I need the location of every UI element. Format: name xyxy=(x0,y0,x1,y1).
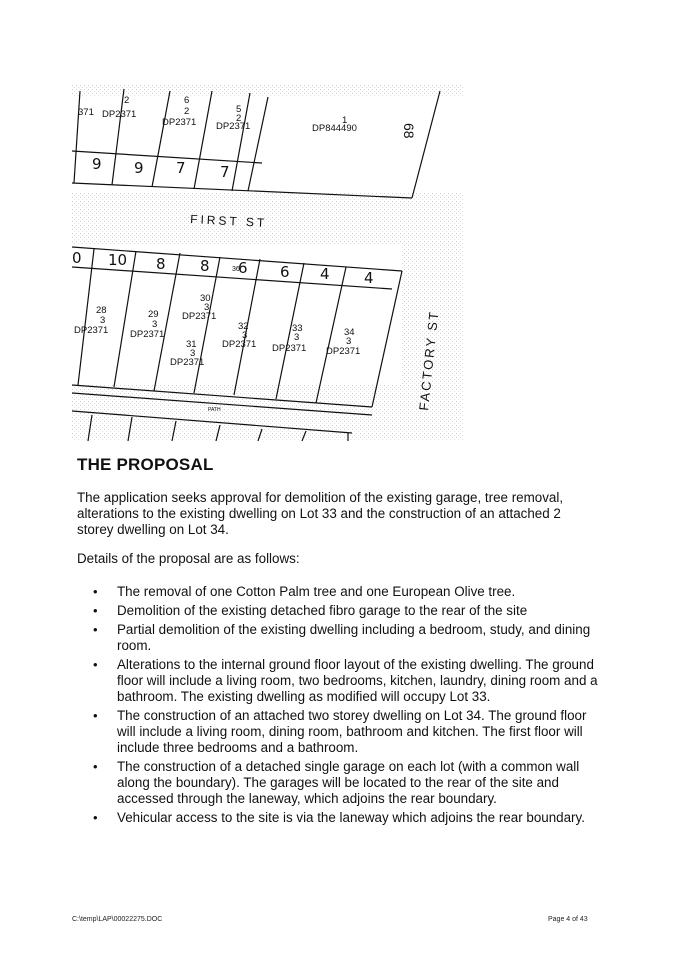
map-label: DP2371 xyxy=(272,343,307,354)
map-label: 3 xyxy=(190,348,196,359)
map-label: DP2371 xyxy=(102,109,137,120)
map-label: 3 xyxy=(346,336,352,347)
map-number: 9 xyxy=(134,159,144,177)
map-label: 36 xyxy=(232,266,240,273)
path-label: PATH xyxy=(208,407,221,413)
map-label: 30 xyxy=(200,293,211,304)
intro-paragraph: The application seeks approval for demolition of the existing garage, tree removal, alterations to the existing dwelling on Lot 33 and the construction of an attached 2 storey dwelling on Lot 34. xyxy=(77,490,564,537)
map-number: 6 xyxy=(280,263,290,281)
map-label: 3 xyxy=(242,330,248,341)
list-item: • Partial demolition of the existing dwelling including a bedroom, study, and dining room. xyxy=(93,622,603,654)
map-number: 7 xyxy=(220,163,230,181)
map-label: 371 xyxy=(78,107,94,118)
map-label: 28 xyxy=(96,305,107,316)
map-label: 3 xyxy=(100,315,106,326)
first-st-label: FIRST ST xyxy=(189,212,268,231)
map-label: DP2371 xyxy=(170,357,205,368)
proposal-details-list xyxy=(93,584,603,829)
first-st-road xyxy=(72,193,464,245)
map-label: DP2371 xyxy=(182,311,217,322)
cadastral-map-drawing xyxy=(72,85,464,441)
map-label: 3 xyxy=(204,302,210,313)
map-number: 6 xyxy=(238,259,248,277)
list-item: • The removal of one Cotton Palm tree and one European Olive tree. xyxy=(93,584,603,600)
map-label: 32 xyxy=(238,321,249,332)
list-item: • Alterations to the internal ground floor layout of the existing dwelling. The ground floor will include a living room, two bedrooms, kitchen, laundry, dining room and a bathroom. The existing dwelling as modified will occupy Lot 33. xyxy=(93,657,603,705)
map-label: 2 xyxy=(184,106,190,117)
map-number: 4 xyxy=(320,265,330,283)
footer-page-number: Page 4 of 43 xyxy=(548,916,588,923)
map-label: 1 xyxy=(342,115,348,126)
map-label: DP2371 xyxy=(216,121,251,132)
map-label: DP2371 xyxy=(222,339,257,350)
map-number: 7 xyxy=(176,159,186,177)
map-label: DP844490 xyxy=(312,123,357,134)
map-label: DP2371 xyxy=(326,346,361,357)
list-item: • Demolition of the existing detached fibro garage to the rear of the site xyxy=(93,603,603,619)
map-label: 29 xyxy=(148,309,159,320)
map-label: DP2371 xyxy=(162,117,197,128)
list-item: • Vehicular access to the site is via the laneway which adjoins the rear boundary. xyxy=(93,810,603,826)
list-item: • The construction of a detached single garage on each lot (with a common wall along the boundary). The garages will be located to the rear of the site and accessed through the laneway, which adjoins the rear boundary. xyxy=(93,759,603,807)
map-label: 68 xyxy=(401,123,417,139)
list-item: • The construction of an attached two storey dwelling on Lot 34. The ground floor will include a living room, dining room, bathroom and kitchen. The first floor will include three bedrooms and a bathroom. xyxy=(93,708,603,756)
cadastral-map xyxy=(72,85,464,441)
map-number: 4 xyxy=(364,269,374,287)
map-number: 9 xyxy=(92,155,102,173)
map-label: 3 xyxy=(294,332,300,343)
map-label: 31 xyxy=(186,339,197,350)
map-label: 5 xyxy=(236,104,242,115)
map-number: 0 xyxy=(72,249,82,267)
map-number: 10 xyxy=(108,251,128,269)
map-label: 33 xyxy=(292,323,303,334)
map-label: DP2371 xyxy=(74,325,109,336)
map-label: 3 xyxy=(152,319,158,330)
map-number: 8 xyxy=(200,257,210,275)
map-number: 8 xyxy=(156,255,166,273)
details-intro: Details of the proposal are as follows: xyxy=(77,551,300,566)
map-label: 2 xyxy=(236,113,242,124)
section-heading: THE PROPOSAL xyxy=(77,455,214,474)
footer-file-path: C:\temp\LAP\00022275.DOC xyxy=(72,916,163,923)
map-label: 2 xyxy=(124,95,130,106)
map-label: 6 xyxy=(184,95,190,106)
map-label: DP2371 xyxy=(130,329,165,340)
map-label: 34 xyxy=(344,327,355,338)
factory-st-label: FACTORY ST xyxy=(416,309,442,412)
